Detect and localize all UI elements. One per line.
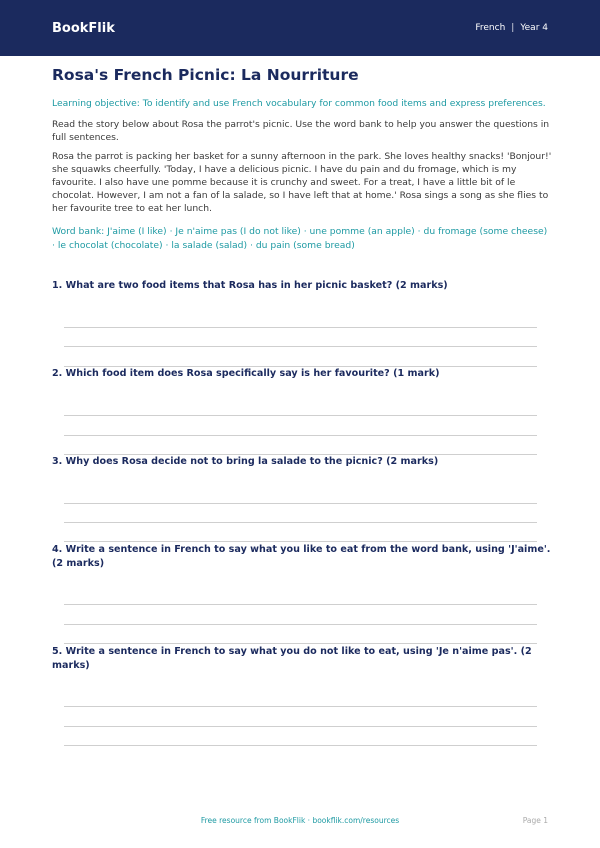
word-bank: Word bank: J'aime (I like) · Je n'aime pas (I do not like) · une pomme (an apple) · du fromage (some cheese) · le chocolat (chocolate) · la salade (salad) · du pain (some bread) [52,226,548,251]
answer-line[interactable] [64,643,537,644]
question-4: 4. Write a sentence in French to say what you like to eat from the word bank, using 'J'aime'. (2 marks) [52,544,551,569]
story-text: Rosa the parrot is packing her basket for a sunny afternoon in the park. She loves healthy snacks! 'Bonjour!' she squawks cheerfully. 'Today, I have a delicious picnic. I have du pain and du fromage, which is my favourite. I also have une pomme because it is crunchy and sweet. For a treat, I have a little bit of le chocolat. However, I am not a fan of la salade, so I have left that at home.' Rosa sings a song as she flies to her favourite tree to eat her lunch. [52,151,552,214]
answer-line[interactable] [64,726,537,727]
answer-line[interactable] [64,435,537,436]
question-2: 2. Which food item does Rosa specifically say is her favourite? (1 mark) [52,368,440,379]
year-label: Year 4 [520,23,548,33]
question-3: 3. Why does Rosa decide not to bring la salade to the picnic? (2 marks) [52,456,439,467]
answer-line[interactable] [64,604,537,605]
answer-line[interactable] [64,503,537,504]
answer-line[interactable] [64,706,537,707]
question-1: 1. What are two food items that Rosa has in her picnic basket? (2 marks) [52,280,448,291]
answer-line[interactable] [64,522,537,523]
header-meta [475,23,548,33]
subject-label: French [475,23,506,33]
instructions-text: Read the story below about Rosa the parrot's picnic. Use the word bank to help you answer the questions in full sentences. [52,119,550,143]
brand-logo-text: BookFlik [52,20,115,36]
learning-objective: Learning objective: To identify and use French vocabulary for common food items and express preferences. [52,98,546,109]
page-header [0,0,600,56]
answer-line[interactable] [64,745,537,746]
page-number: Page 1 [522,816,548,825]
page-footer [0,816,600,830]
answer-line[interactable] [64,624,537,625]
question-5: 5. Write a sentence in French to say what you do not like to eat, using 'Je n'aime pas'. (2 marks) [52,646,532,671]
footer-source-link[interactable]: Free resource from BookFlik · bookflik.com/resources [200,816,400,825]
meta-separator: | [511,23,515,33]
answer-line[interactable] [64,415,537,416]
answer-line[interactable] [64,327,537,328]
answer-line[interactable] [64,346,537,347]
answer-line[interactable] [64,541,537,542]
worksheet-intro [52,65,552,252]
page-title: Rosa's French Picnic: La Nourriture [52,66,359,84]
